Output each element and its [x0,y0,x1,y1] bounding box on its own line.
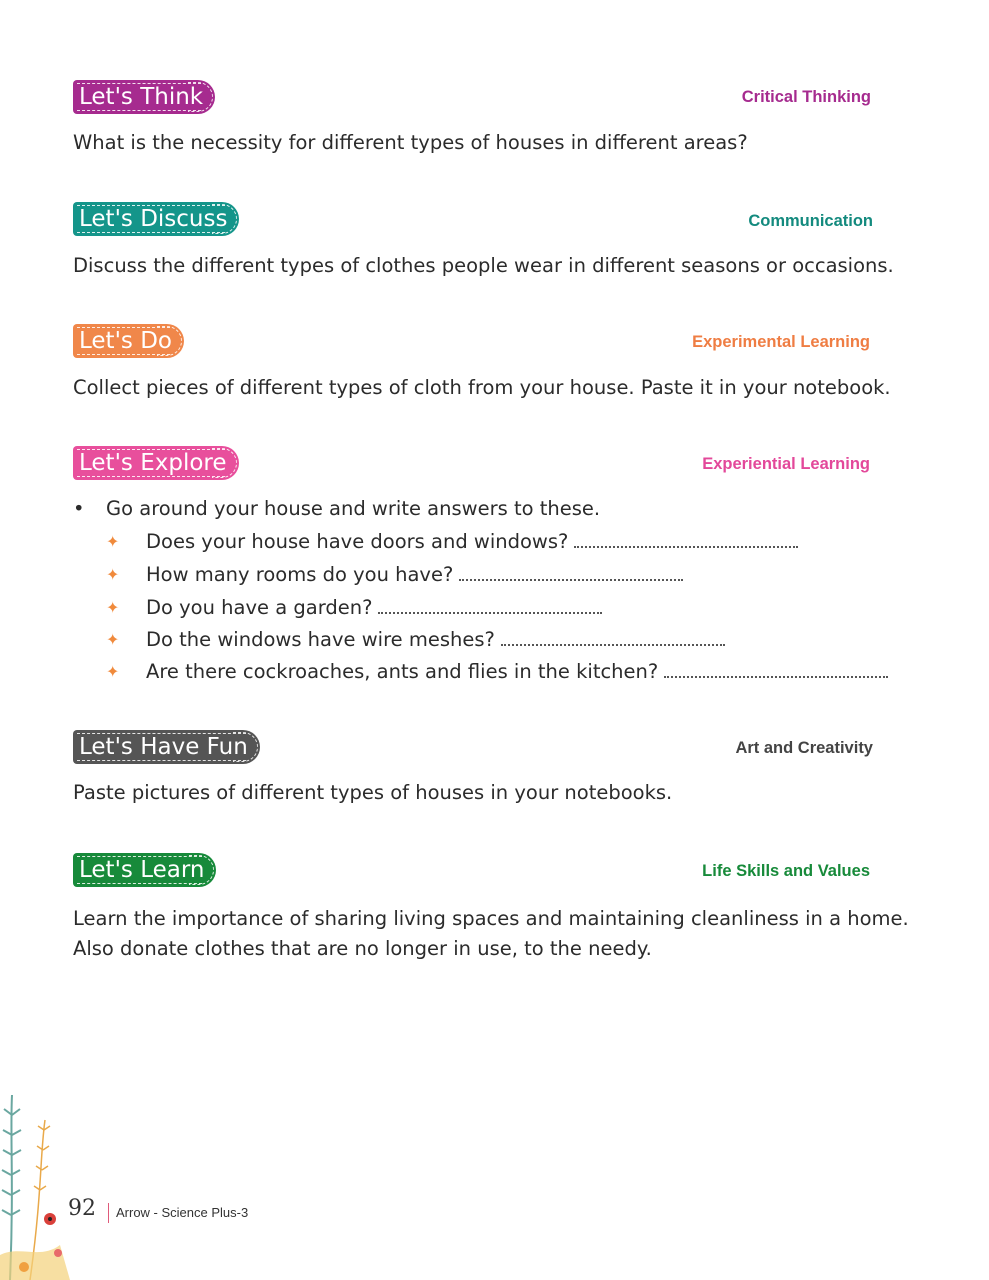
tag-label: Let's Learn [79,857,205,883]
explore-bullet-text: Go around your house and write answers to these. [106,497,601,520]
fun-text: Paste pictures of different types of houses in your notebooks. [73,781,673,804]
skill-life-skills-and-values: Life Skills and Values [702,862,870,880]
explore-item-text: Does your house have doors and windows? [146,530,569,553]
book-title: Arrow - Science Plus-3 [116,1205,249,1220]
skill-experimental-learning: Experimental Learning [692,333,870,351]
tag-label: Let's Discuss [79,206,228,232]
tag-lets-think [73,80,215,114]
tag-label: Let's Do [79,328,172,354]
tag-label: Let's Think [79,84,204,110]
answer-blank[interactable] [574,546,798,548]
discuss-text: Discuss the different types of clothes people wear in different seasons or occasions. [73,254,894,277]
page-number: 92 [68,1196,96,1221]
answer-blank[interactable] [664,676,888,678]
floral-decoration [0,1095,80,1280]
skill-art-and-creativity: Art and Creativity [735,739,873,757]
explore-item-text: Do the windows have wire meshes? [146,628,495,651]
think-text: What is the necessity for different types of houses in different areas? [73,131,748,154]
tag-lets-explore [73,446,239,480]
skill-communication: Communication [748,212,873,230]
skill-experiential-learning: Experiential Learning [702,455,870,473]
tag-lets-discuss [73,202,239,236]
tag-lets-do [73,324,184,358]
tag-label: Let's Have Fun [79,734,248,760]
do-text: Collect pieces of different types of cloth from your house. Paste it in your notebook. [73,376,891,399]
answer-blank[interactable] [501,644,725,646]
tag-lets-learn [73,853,216,887]
four-point-star-icon: ✦ [106,630,120,649]
answer-blank[interactable] [378,612,602,614]
skill-critical-thinking: Critical Thinking [741,88,871,106]
four-point-star-icon: ✦ [106,565,120,584]
bullet-dot: • [73,497,85,520]
tag-lets-have-fun [73,730,260,764]
explore-item-text: How many rooms do you have? [146,563,454,586]
explore-item-text: Do you have a garden? [146,596,373,619]
explore-item-text: Are there cockroaches, ants and flies in the kitchen? [146,660,659,683]
four-point-star-icon: ✦ [106,662,120,681]
tag-label: Let's Explore [79,450,227,476]
four-point-star-icon: ✦ [106,598,120,617]
learn-text: Learn the importance of sharing living spaces and maintaining cleanliness in a home. Also donate clothes that are no longer in use, to the needy. [73,907,909,960]
footer-divider [108,1203,109,1223]
four-point-star-icon: ✦ [106,532,120,551]
answer-blank[interactable] [459,579,683,581]
